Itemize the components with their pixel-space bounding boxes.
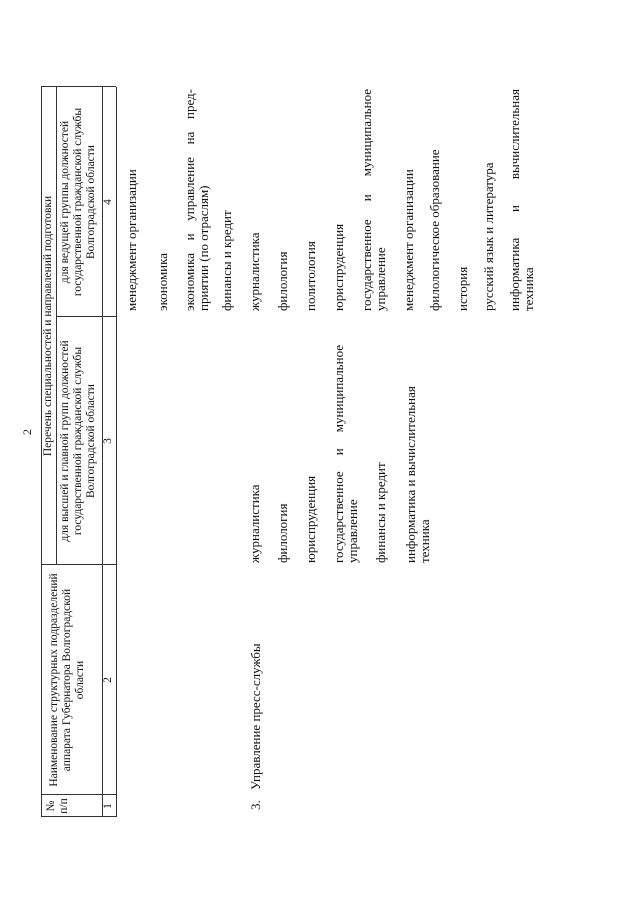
list-item: финансы и кредит [373,462,388,563]
list-item: филологическое образование [427,149,442,311]
list-item: юриспруденция [303,475,318,563]
header-group-specialties: Перечень специальностей и направлений подготовки [42,195,54,457]
list-item: журналистика [247,484,262,563]
list-item: информатика и вычислительная техника [403,386,432,563]
list-item: экономика [155,252,170,311]
list-item: менеджмент организации [401,169,416,311]
list-item: менеджмент организации [124,169,139,311]
list-item: экономика и управление на пред- приятии (по отраслям) [182,89,211,311]
list-item: история [455,266,470,311]
list-item: финансы и кредит [219,210,234,311]
list-item: журналистика [247,232,262,311]
list-item: государственное и муниципальное управление [331,345,360,563]
list-item: русский язык и литература [481,162,496,311]
column-number-3: 3 [102,438,114,444]
list-item: политология [303,241,318,311]
division-name: Управление пресс-службы [248,643,263,790]
column-number-4: 4 [102,199,114,205]
column-number-1: 1 [102,803,114,809]
list-item: информатика и вычислительная техника [507,89,536,311]
page-number: 2 [20,429,34,435]
group-header-divider [56,87,57,565]
header-col-lead-group: для ведущей группы должностей государственной гражданской службы Волгоградской области [59,107,97,297]
column-number-2: 2 [102,677,114,683]
header-col-number: № п/п [45,798,70,814]
list-item: филология [275,503,290,563]
numbers-row-bottom-border [116,87,117,817]
list-item: государственное и муниципальное управление [359,89,388,311]
list-item: юриспруденция [331,223,346,311]
list-item: филология [275,251,290,311]
row-number: 3. [248,800,263,810]
header-col-division: Наименование структурных подразделений аппарата Губернатора Волгоградской области [48,573,86,787]
header-col-senior-groups: для высшей и главной групп должностей государственной гражданской службы Волгоградской области [59,340,97,542]
